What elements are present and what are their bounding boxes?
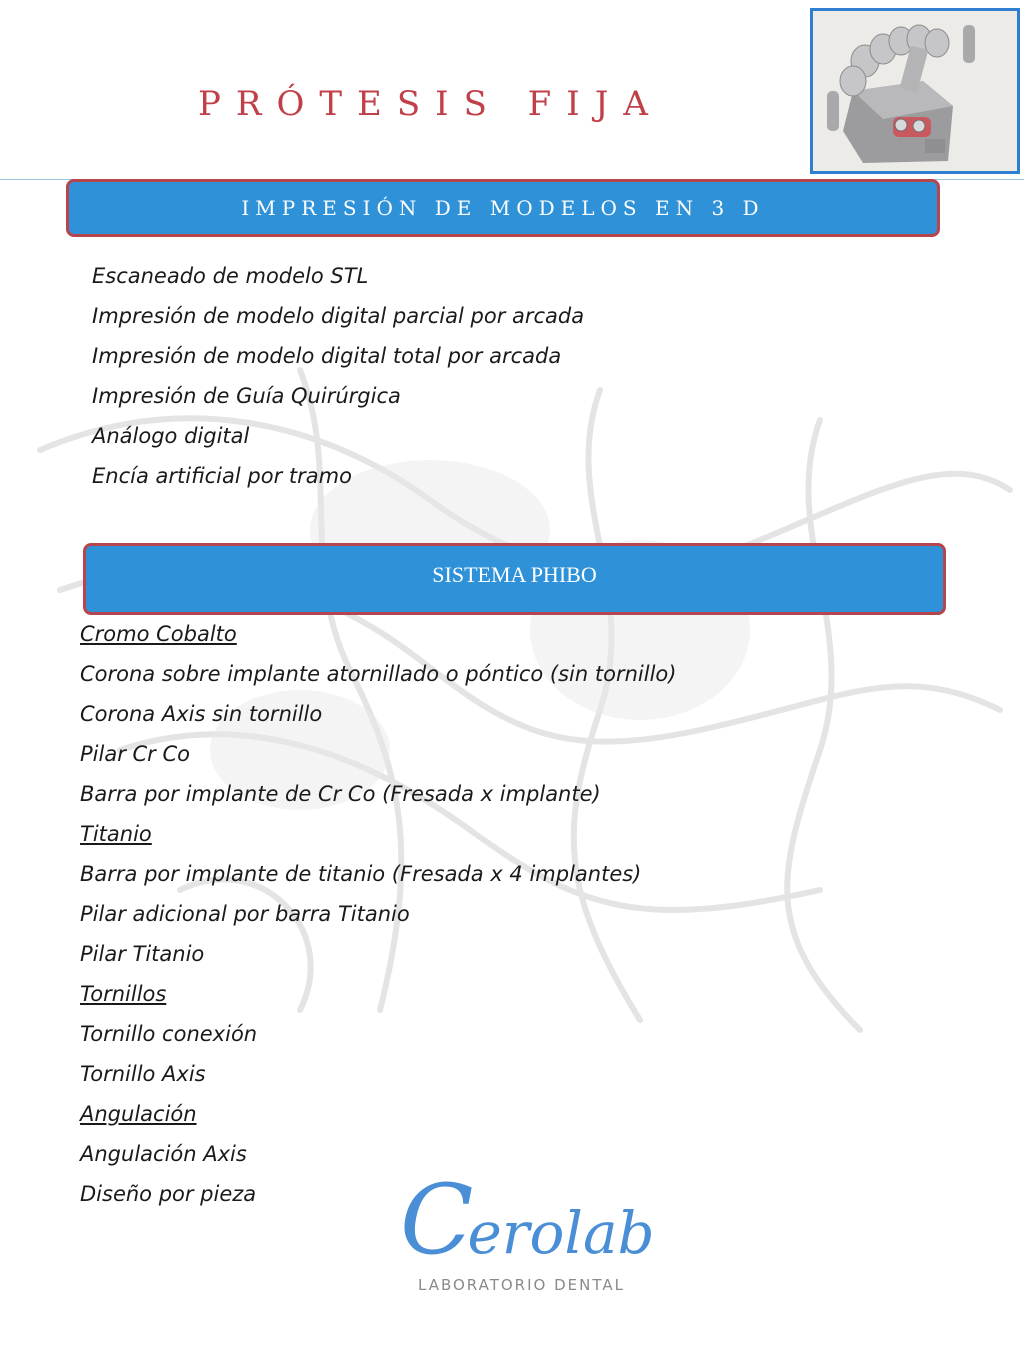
list-item: Pilar Titanio bbox=[80, 942, 205, 966]
list-phibo-services bbox=[80, 614, 676, 1214]
logo-wordmark bbox=[400, 1164, 661, 1276]
list-item: Pilar Cr Co bbox=[80, 742, 190, 766]
category-heading-titanio: Titanio bbox=[80, 822, 152, 846]
banner-3d-printing: IMPRESIÓN DE MODELOS EN 3 D bbox=[66, 179, 940, 237]
list-item: Tornillo Axis bbox=[80, 1062, 206, 1086]
printed-3d-dental-model-photo-icon bbox=[813, 11, 1017, 171]
logo-subtitle: LABORATORIO DENTAL bbox=[418, 1276, 625, 1294]
list-item: Impresión de modelo digital total por arcada bbox=[92, 344, 562, 368]
list-item: Diseño por pieza bbox=[80, 1182, 257, 1206]
dental-model-photo bbox=[810, 8, 1020, 174]
list-item: Barra por implante de Cr Co (Fresada x implante) bbox=[80, 782, 601, 806]
cerolab-logo bbox=[400, 1164, 655, 1302]
list-item: Análogo digital bbox=[92, 424, 250, 448]
category-heading-cromo-cobalto: Cromo Cobalto bbox=[80, 622, 237, 646]
list-item: Corona Axis sin tornillo bbox=[80, 702, 323, 726]
list-item: Tornillo conexión bbox=[80, 1022, 258, 1046]
list-item: Corona sobre implante atornillado o póntico (sin tornillo) bbox=[80, 662, 677, 686]
list-item: Impresión de Guía Quirúrgica bbox=[92, 384, 401, 408]
banner-sistema-phibo: SISTEMA PHIBO bbox=[83, 543, 946, 615]
logo-name: erolab bbox=[467, 1199, 655, 1267]
list-item: Impresión de modelo digital parcial por arcada bbox=[92, 304, 585, 328]
category-heading-tornillos: Tornillos bbox=[80, 982, 167, 1006]
list-item: Encía artificial por tramo bbox=[92, 464, 352, 488]
list-item: Escaneado de modelo STL bbox=[92, 264, 369, 288]
page-title: PRÓTESIS FIJA bbox=[198, 84, 663, 124]
list-3d-printing-services bbox=[92, 256, 584, 496]
list-item: Barra por implante de titanio (Fresada x 4 implantes) bbox=[80, 862, 642, 886]
category-heading-angulacion: Angulación bbox=[80, 1102, 197, 1126]
list-item: Angulación Axis bbox=[80, 1142, 247, 1166]
list-item: Pilar adicional por barra Titanio bbox=[80, 902, 410, 926]
logo-initial: C bbox=[400, 1164, 474, 1276]
